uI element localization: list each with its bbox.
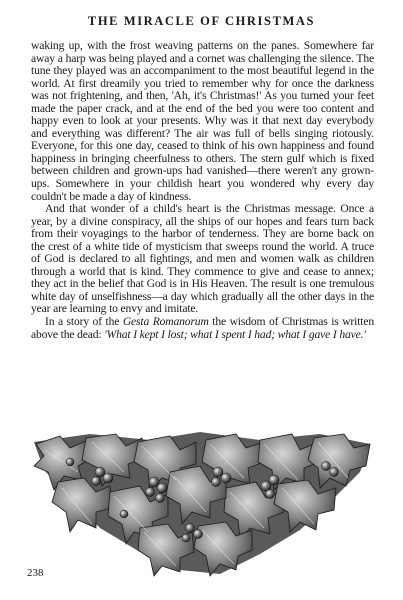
holly-berry	[146, 488, 155, 497]
holly-berry	[182, 534, 190, 542]
running-head: THE MIRACLE OF CHRISTMAS	[87, 14, 316, 28]
paragraph-3-text-a: In a story of the	[45, 315, 123, 329]
paragraph-3	[31, 316, 374, 341]
holly-berry	[120, 510, 128, 518]
paragraph-1	[31, 40, 374, 203]
paragraph-2	[31, 203, 374, 316]
holly-berry	[66, 458, 74, 466]
paragraph-3-text-b: the wisdom of Christmas is written above the dead:	[31, 315, 374, 341]
holly-berry	[269, 475, 279, 485]
holly-berry	[330, 468, 339, 477]
holly-garland-image	[30, 432, 374, 580]
book-title-gesta-romanorum: Gesta Romanorum	[122, 315, 209, 329]
holly-berry	[194, 530, 203, 539]
holly-berry	[157, 483, 167, 493]
holly-berry	[92, 477, 101, 486]
holly-berry	[221, 473, 231, 483]
holly-berry	[266, 490, 275, 499]
paragraph-2-text: And that wonder of a child's heart is the Christmas message. Once a year, by a divine conspiracy, all the ships of our hopes and fears turn back from their voyagings to the harbor of tenderness. They are borne back on the crest of a white tide of mysticism that sweeps round the world. A truce of God is declared to all fightings, and men and women walk as children through a world that is kind. They commence to give and cease to annex; they act in the belief that God is in His Heaven. The result is one tremulous white day of unselfishness—a day which gradually all the other days in the year are learning to envy and imitate.	[31, 202, 374, 316]
holly-berry	[212, 478, 221, 487]
page-number: 238	[27, 567, 44, 579]
paragraph-1-text: waking up, with the frost weaving patterns on the panes. Somewhere far away a harp was being played and a cornet was challenging the silence. The tune they played was an accompaniment to the most beautiful legend in the world. At first dreamily you tried to remember why for once the darkness was not frightening, and then, 'Ah, it's Christmas!' As you turned your feet made the paper crack, and at the end of the bed you were too content and happy even to look at your presents. Why was it that next day everybody and everything was different? The air was full of bells singing riotously. Everyone, for this one day, ceased to think of his own happiness and found happiness in bringing cheerfulness to others. The stern gulf which is fixed between children and grown-ups had vanished—there weren't any grown-ups. Somewhere in your childish heart you wondered why every day couldn't be made a day of kindness.	[31, 39, 374, 203]
body-text	[31, 40, 374, 341]
holly-berry	[186, 524, 195, 533]
holly-berry	[156, 494, 165, 503]
epitaph-quote: 'What I kept I lost; what I spent I had; what I gave I have.'	[104, 327, 366, 341]
holly-berry	[322, 462, 331, 471]
holly-berry	[103, 473, 113, 483]
